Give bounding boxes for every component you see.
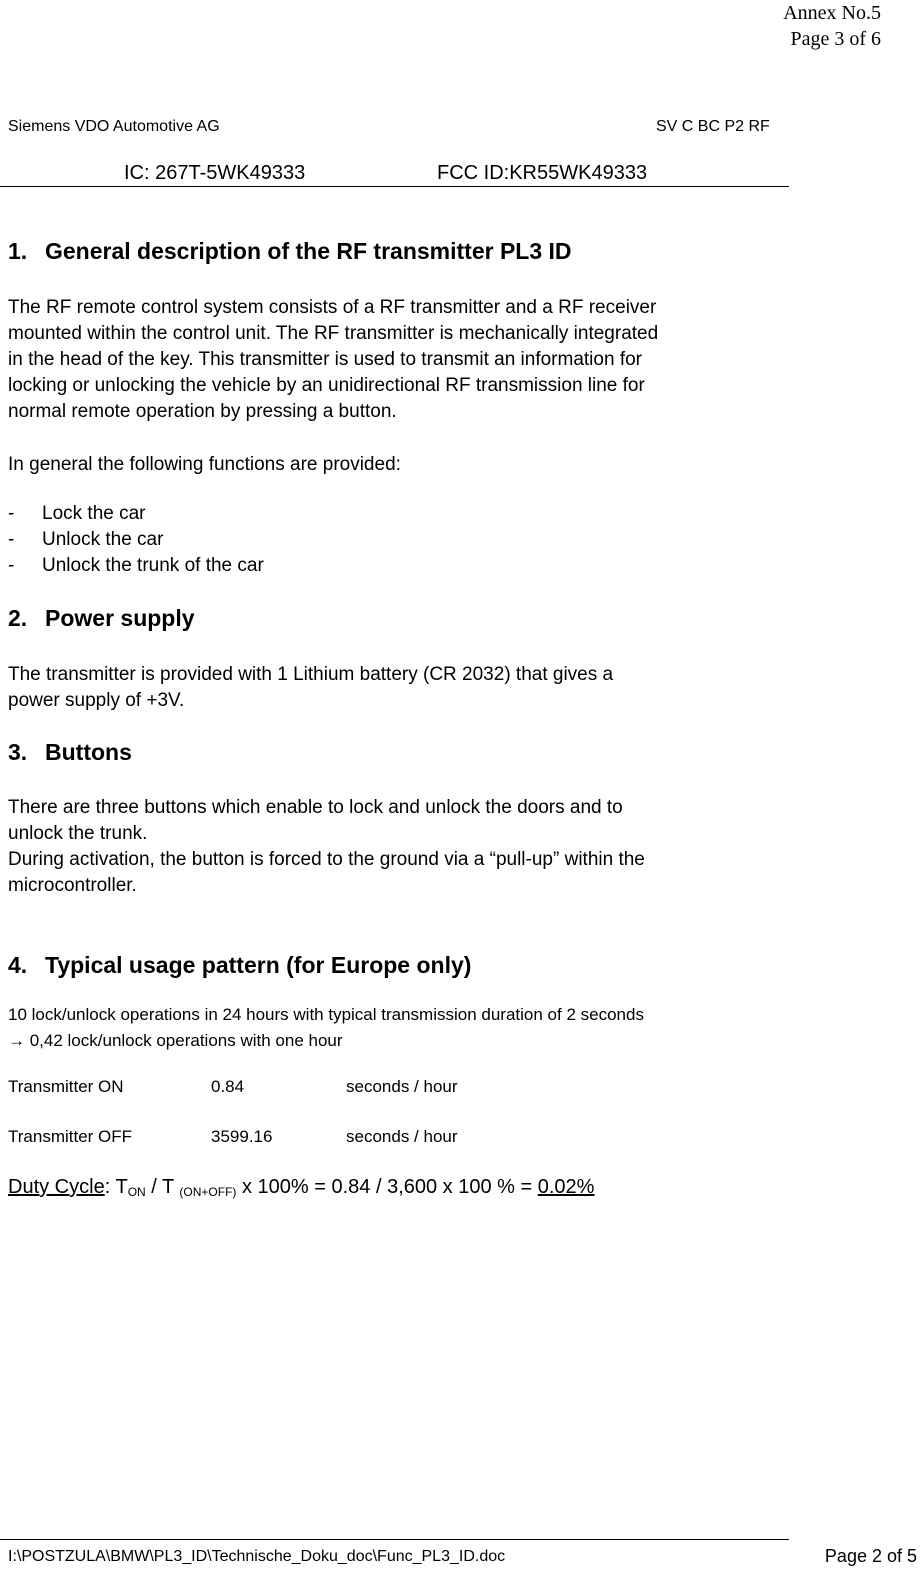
duty-cycle-formula (8, 1176, 594, 1199)
duty-calculation: x 100% = 0.84 / 3,600 x 100 % = (236, 1176, 538, 1198)
row-unit: seconds / hour (346, 1077, 458, 1096)
duty-cycle-label: Duty Cycle (8, 1176, 105, 1198)
duty-colon: : (104, 1176, 116, 1198)
section-number: 1. (8, 238, 28, 264)
header-department: SV C BC P2 RF (656, 118, 770, 135)
section-title: General description of the RF transmitter PL3 ID (45, 238, 572, 264)
section-number: 4. (8, 952, 28, 978)
row-label: Transmitter ON (8, 1077, 124, 1096)
annex-label (783, 0, 881, 52)
text-line: During activation, the button is forced to the ground via a “pull-up” within the (8, 849, 645, 870)
section-1-heading (8, 238, 572, 265)
section-3-heading (8, 739, 132, 766)
text-line: The RF remote control system consists of a RF transmitter and a RF receiver (8, 297, 657, 318)
duty-sub-on: ON (127, 1185, 146, 1199)
list-item (8, 501, 146, 527)
duty-divider: / T (145, 1176, 180, 1198)
section-number: 3. (8, 739, 28, 765)
section-number: 2. (8, 605, 28, 631)
footer-page-number: Page 2 of 5 (824, 1546, 917, 1566)
section-3-paragraph (8, 795, 793, 899)
list-item-text: Unlock the trunk of the car (42, 555, 264, 576)
text-line: locking or unlocking the vehicle by an unidirectional RF transmission line for (8, 375, 645, 396)
section-title: Power supply (45, 605, 195, 631)
row-unit: seconds / hour (346, 1127, 458, 1146)
text-line: in the head of the key. This transmitter is used to transmit an information for (8, 349, 642, 370)
list-item (8, 553, 264, 579)
section-2-paragraph (8, 662, 793, 714)
footer-file-path: I:\POSTZULA\BMW\PL3_ID\Technische_Doku_doc\Func_PL3_ID.doc (8, 1548, 506, 1565)
header-divider (0, 186, 789, 187)
row-value: 0.84 (211, 1077, 245, 1096)
text-line: normal remote operation by pressing a button. (8, 401, 397, 422)
section-4-heading (8, 952, 471, 979)
section-1-paragraph (8, 295, 793, 425)
list-item-text: Lock the car (42, 503, 146, 524)
section-title: Typical usage pattern (for Europe only) (45, 952, 472, 978)
text-line: There are three buttons which enable to lock and unlock the doors and to (8, 797, 623, 818)
usage-line-1: 10 lock/unlock operations in 24 hours with typical transmission duration of 2 seconds (8, 1005, 644, 1024)
footer-divider (0, 1539, 789, 1540)
list-item (8, 527, 163, 553)
header-ic-number: IC: 267T-5WK49333 (124, 162, 306, 184)
bullet-dash: - (8, 503, 15, 524)
row-label: Transmitter OFF (8, 1127, 133, 1146)
row-value: 3599.16 (211, 1127, 273, 1146)
annex-page: Page 3 of 6 (790, 28, 881, 50)
duty-result: 0.02% (537, 1176, 595, 1198)
header-fcc-id: FCC ID:KR55WK49333 (437, 162, 648, 184)
annex-number: Annex No.5 (783, 2, 881, 24)
functions-intro: In general the following functions are provided: (8, 454, 401, 475)
text-line: power supply of +3V. (8, 690, 185, 711)
text-line: microcontroller. (8, 875, 137, 896)
text-line: mounted within the control unit. The RF transmitter is mechanically integrated (8, 323, 659, 344)
bullet-dash: - (8, 529, 15, 550)
duty-t-on: T (115, 1176, 128, 1198)
bullet-dash: - (8, 555, 15, 576)
text-line: unlock the trunk. (8, 823, 148, 844)
section-title: Buttons (45, 739, 132, 765)
usage-line-2: → 0,42 lock/unlock operations with one hour (8, 1031, 343, 1050)
list-item-text: Unlock the car (42, 529, 164, 550)
duty-sub-on-off: (ON+OFF) (179, 1185, 237, 1199)
text-line: The transmitter is provided with 1 Lithium battery (CR 2032) that gives a (8, 664, 614, 685)
header-company: Siemens VDO Automotive AG (8, 118, 220, 135)
section-2-heading (8, 605, 195, 632)
